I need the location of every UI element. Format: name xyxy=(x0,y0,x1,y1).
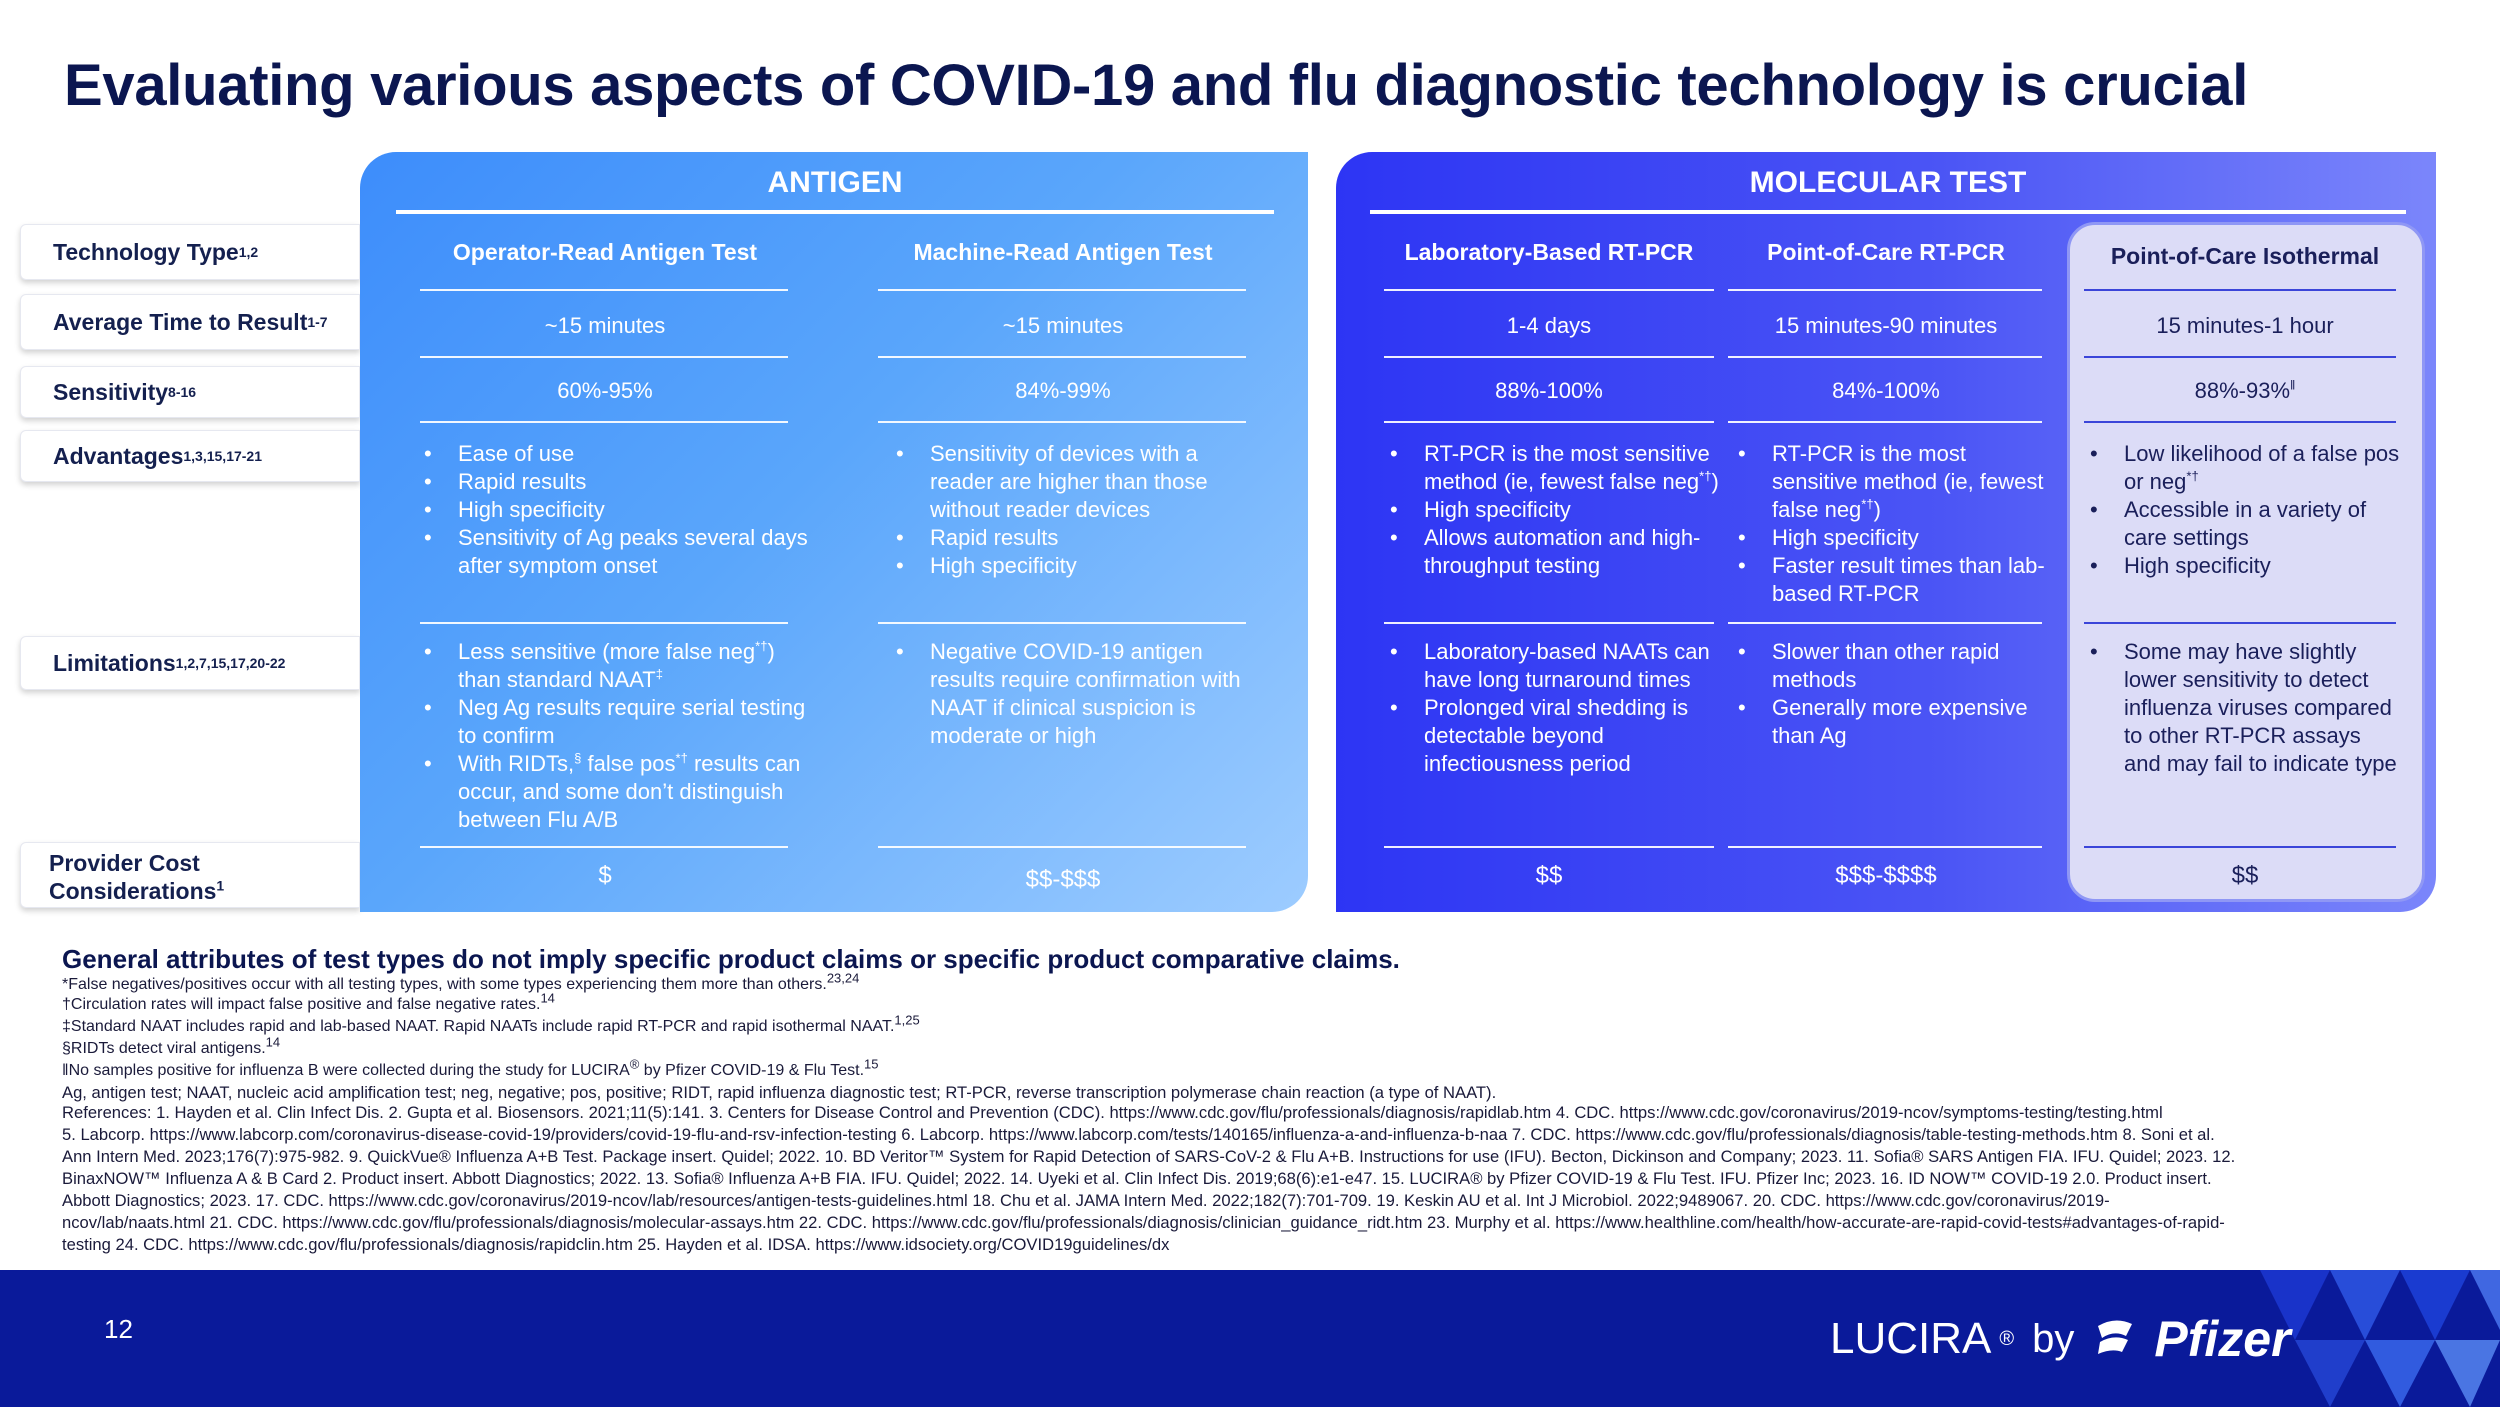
list-item: • Generally more expensive than Ag xyxy=(1734,694,2052,750)
pfizer-logo-icon xyxy=(2092,1316,2138,1362)
divider xyxy=(2084,421,2396,423)
divider xyxy=(878,846,1246,848)
divider xyxy=(1728,846,2042,848)
advantages-machine-read xyxy=(892,440,1262,580)
divider xyxy=(878,289,1246,291)
divider xyxy=(2084,289,2396,291)
divider xyxy=(878,622,1246,624)
divider xyxy=(1384,622,1714,624)
limitations-machine-read xyxy=(892,638,1262,750)
list-item: • Accessible in a variety of care settings xyxy=(2086,496,2402,552)
divider xyxy=(420,289,788,291)
footnote: ǁNo samples positive for influenza B were collected during the study for LUCIRA® by Pfizer COVID-19 & Flu Test.$^{15}$ xyxy=(62,1056,879,1079)
row-label-limitations: Limitations 1,2,7,15,17,20-22 xyxy=(20,636,360,690)
advantages-poc-isothermal xyxy=(2086,440,2402,580)
list-item: • Laboratory-based NAATs can have long turnaround times xyxy=(1386,638,1722,694)
reference-line: References: 1. Hayden et al. Clin Infect Dis. 2. Gupta et al. Biosensors. 2021;11(5):141. 3. Centers for Disease Control and Prevention (CDC). https://www.cdc.gov/flu/professionals/diagnosis/rapidlab.htm 4. CDC. https://www.cdc.gov/coronavirus/2019-ncov/symptoms-testing/testing.html xyxy=(62,1103,2163,1122)
page-number: 12 xyxy=(104,1314,133,1344)
divider xyxy=(420,622,788,624)
list-item: • High specificity xyxy=(1386,496,1722,524)
time-operator-read: ~15 minutes xyxy=(544,313,666,338)
advantages-poc-rtpcr xyxy=(1734,440,2052,608)
cost-lab-rtpcr: $$ xyxy=(1535,862,1563,889)
list-item: • Low likelihood of a false pos or neg*† xyxy=(2086,440,2402,496)
list-item: • Rapid results xyxy=(892,524,1262,552)
divider xyxy=(1728,421,2042,423)
sensitivity-lab-rtpcr: 88%-100% xyxy=(1495,378,1603,403)
sensitivity-machine-read: 84%-99% xyxy=(1015,378,1111,403)
list-item: • Prolonged viral shedding is detectable beyond infectiousness period xyxy=(1386,694,1722,778)
divider xyxy=(1384,289,1714,291)
limitations-poc-isothermal xyxy=(2086,638,2402,778)
divider xyxy=(1728,289,2042,291)
advantages-lab-rtpcr xyxy=(1386,440,1722,580)
divider xyxy=(420,421,788,423)
reference-line: ncov/lab/naats.html 21. CDC. https://www.cdc.gov/flu/professionals/diagnosis/molecular-assays.htm 22. CDC. https://www.cdc.gov/flu/professionals/diagnosis/clinician_guidance_ridt.htm 23. Murphy et al. https://www.healthline.com/health/how-accurate-are-rapid-covid-tests#advantages-of-rapid- xyxy=(62,1213,2225,1232)
list-item: • High specificity xyxy=(892,552,1262,580)
cost-poc-isothermal: $$ xyxy=(2231,862,2259,889)
molecular-header: MOLECULAR TEST xyxy=(1749,166,2027,199)
divider xyxy=(2084,846,2396,848)
cost-operator-read: $ xyxy=(598,862,612,889)
divider xyxy=(1384,846,1714,848)
divider xyxy=(420,356,788,358)
list-item: • Ease of use xyxy=(420,440,810,468)
cost-machine-read: $$-$$$ xyxy=(1025,866,1101,893)
time-poc-rtpcr: 15 minutes-90 minutes xyxy=(1774,313,1998,338)
divider xyxy=(2084,622,2396,624)
brand-logo: LUCIRA ® by Pfizer xyxy=(1830,1311,2291,1367)
molecular-header-rule xyxy=(1370,210,2406,214)
list-item: • Allows automation and high-throughput testing xyxy=(1386,524,1722,580)
list-item: • Neg Ag results require serial testing to confirm xyxy=(420,694,810,750)
divider xyxy=(1384,421,1714,423)
footnote: ‡Standard NAAT includes rapid and lab-based NAAT. Rapid NAATs include rapid RT-PCR and rapid isothermal NAAT.$^{1,25}$ xyxy=(62,1012,920,1035)
antigen-header-rule xyxy=(396,210,1274,214)
disclaimer-heading: General attributes of test types do not imply specific product claims or specific product comparative claims. xyxy=(62,944,1400,974)
divider xyxy=(1728,622,2042,624)
reference-line: BinaxNOW™ Influenza A & B Card 2. Product insert. Abbott Diagnostics; 2022. 13. Sofia® Influenza A+B FIA. IFU. Quidel; 2022. 14. Uyeki et al. Clin Infect Dis. 2019;68(6):e1-e47. 15. LUCIRA® by Pfizer COVID-19 & Flu Test. IFU. Pfizer Inc; 2023. 16. ID NOW™ COVID-19 2.0. Product insert. xyxy=(62,1169,2212,1188)
time-poc-isothermal: 15 minutes-1 hour xyxy=(2156,313,2334,338)
list-item: • Rapid results xyxy=(420,468,810,496)
reference-line: Abbott Diagnostics; 2023. 17. CDC. https://www.cdc.gov/coronavirus/2019-ncov/lab/resources/antigen-tests-guidelines.html 18. Chu et al. JAMA Intern Med. 2022;182(7):701-709. 19. Keskin AU et al. Int J Microbiol. 2022;9489067. 20. CDC. https://www.cdc.gov/coronavirus/2019- xyxy=(62,1191,2110,1210)
list-item: • Faster result times than lab-based RT-PCR xyxy=(1734,552,2052,608)
divider xyxy=(420,846,788,848)
divider xyxy=(2084,356,2396,358)
page-title: Evaluating various aspects of COVID-19 and flu diagnostic technology is crucial xyxy=(64,53,2249,118)
abbreviations: Ag, antigen test; NAAT, nucleic acid amplification test; neg, negative; pos, positive; RIDT, rapid influenza diagnostic test; RT-PCR, reverse transcription polymerase chain reaction (a type of NAAT). xyxy=(62,1083,1497,1102)
footnote: *False negatives/positives occur with all testing types, with some types experiencing them more than others.$^{23,24}$ xyxy=(62,970,860,993)
list-item: • Negative COVID-19 antigen results require confirmation with NAAT if clinical suspicion is moderate or high xyxy=(892,638,1262,750)
list-item: • RT-PCR is the most sensitive method (ie, fewest false neg*†) xyxy=(1386,440,1722,496)
col-head-poc-isothermal: Point-of-Care Isothermal xyxy=(2110,243,2380,269)
list-item: • Sensitivity of devices with a reader are higher than those without reader devices xyxy=(892,440,1262,524)
divider xyxy=(878,421,1246,423)
reference-line: 5. Labcorp. https://www.labcorp.com/coronavirus-disease-covid-19/providers/covid-19-flu-and-rsv-infection-testing 6. Labcorp. https://www.labcorp.com/tests/140165/influenza-a-and-influenza-b-naa 7. CDC. https://www.cdc.gov/flu/professionals/diagnosis/table-testing-methods.htm 8. Soni et al. xyxy=(62,1125,2215,1144)
col-head-operator-read: Operator-Read Antigen Test xyxy=(452,239,758,265)
list-item: • Slower than other rapid methods xyxy=(1734,638,2052,694)
list-item: • RT-PCR is the most sensitive method (ie, fewest false neg*†) xyxy=(1734,440,2052,524)
limitations-poc-rtpcr xyxy=(1734,638,2052,750)
col-head-poc-rtpcr: Point-of-Care RT-PCR xyxy=(1767,239,2005,265)
list-item: • High specificity xyxy=(420,496,810,524)
reference-line: testing 24. CDC. https://www.cdc.gov/flu/professionals/diagnosis/rapidclin.htm 25. Hayden et al. IDSA. https://www.idsociety.org/COVID19guidelines/dx xyxy=(62,1235,1170,1254)
advantages-operator-read xyxy=(420,440,810,580)
list-item: • Less sensitive (more false neg*†) than standard NAAT‡ xyxy=(420,638,810,694)
list-item: • High specificity xyxy=(2086,552,2402,580)
limitations-operator-read xyxy=(420,638,810,834)
list-item: • High specificity xyxy=(1734,524,2052,552)
sensitivity-poc-rtpcr: 84%-100% xyxy=(1832,378,1940,403)
divider xyxy=(1384,356,1714,358)
time-machine-read: ~15 minutes xyxy=(1002,313,1124,338)
divider xyxy=(1728,356,2042,358)
sensitivity-poc-isothermal: 88%-93%$^ǁ$ xyxy=(2194,377,2296,403)
footnote: §RIDTs detect viral antigens.$^{14}$ xyxy=(62,1034,281,1057)
reference-line: Ann Intern Med. 2023;176(7):975-982. 9. QuickVue® Influenza A+B Test. Package insert. Quidel; 2022. 10. BD Veritor™ System for Rapid Detection of SARS-CoV-2 & Flu A+B. Instructions for use (IFU). Becton, Dickinson and Company; 2023. 11. Sofia® SARS Antigen FIA. IFU. Quidel; 2023. 12. xyxy=(62,1147,2236,1166)
time-lab-rtpcr: 1-4 days xyxy=(1506,313,1592,338)
sensitivity-operator-read: 60%-95% xyxy=(557,378,653,403)
row-label-provider-cost: Provider Cost Considerations$^1$ xyxy=(20,842,360,908)
cost-poc-rtpcr: $$$-$$$$ xyxy=(1835,862,1937,889)
divider xyxy=(878,356,1246,358)
col-head-lab-rtpcr: Laboratory-Based RT-PCR xyxy=(1404,239,1694,265)
col-head-machine-read: Machine-Read Antigen Test xyxy=(913,239,1213,265)
references xyxy=(62,1102,2462,1256)
row-label-sensitivity: Sensitivity 8-16 xyxy=(20,366,360,418)
footer-banner xyxy=(0,1270,2500,1407)
row-label-advantages: Advantages 1,3,15,17-21 xyxy=(20,430,360,482)
antigen-header: ANTIGEN xyxy=(767,166,903,199)
limitations-lab-rtpcr xyxy=(1386,638,1722,778)
list-item: • Some may have slightly lower sensitivity to detect influenza viruses compared to other RT-PCR assays and may fail to indicate type xyxy=(2086,638,2402,778)
row-label-technology-type: Technology Type 1,2 xyxy=(20,224,360,280)
list-item: • With RIDTs,§ false pos*† results can occur, and some don’t distinguish between Flu A/B xyxy=(420,750,810,834)
list-item: • Sensitivity of Ag peaks several days after symptom onset xyxy=(420,524,810,580)
footnote: †Circulation rates will impact false positive and false negative rates.$^{14}$ xyxy=(62,990,555,1013)
row-label-time-to-result: Average Time to Result 1-7 xyxy=(20,294,360,350)
